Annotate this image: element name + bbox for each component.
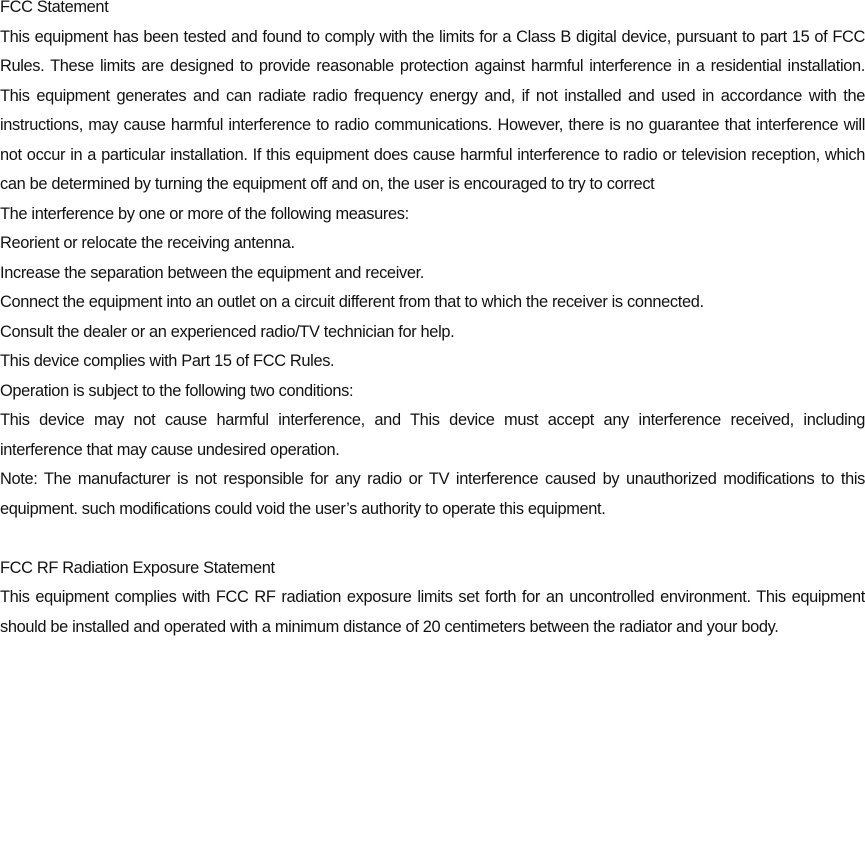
measure-item: Increase the separation between the equipment and receiver.	[0, 263, 425, 282]
fcc-intro-paragraph: This equipment has been tested and found to comply with the limits for a Class B digital device, pursuant to part 15 of FCC Rules. These limits are designed to provide reasonable protection against harmful interference in a residential installation. This equipment generates and can radiate radio frequency energy and, if not installed and used in accordance with the instructions, may cause harmful interference to radio communications. However, there is no guarantee that interference will not occur in a particular installation. If this equipment does cause harmful interference to radio or television reception, which can be determined by turning the equipment off and on, the user is encouraged to try to correct	[0, 27, 865, 193]
rf-exposure-paragraph: This equipment complies with FCC RF radiation exposure limits set forth for an uncontrolled environment. This equipment should be installed and operated with a minimum distance of 20 centimeters between the radiator and your body.	[0, 588, 865, 636]
note-paragraph: Note: The manufacturer is not responsible for any radio or TV interference caused by unauthorized modifications to this equipment. such modifications could void the user’s authority to operate this equipment.	[0, 470, 865, 518]
measure-item: Reorient or relocate the receiving antenna.	[0, 234, 295, 252]
measures-lead: The interference by one or more of the following measures:	[0, 204, 409, 223]
fcc-statement-title: FCC Statement	[0, 0, 109, 16]
compliance-line: This device complies with Part 15 of FCC Rules.	[0, 352, 335, 370]
rf-exposure-title: FCC RF Radiation Exposure Statement	[0, 558, 275, 577]
conditions-lead: Operation is subject to the following two conditions:	[0, 381, 354, 400]
section-spacer	[0, 524, 865, 554]
conditions-paragraph: This device may not cause harmful interference, and This device must accept any interference received, including interference that may cause undesired operation.	[0, 411, 865, 459]
measure-item: Consult the dealer or an experienced radio/TV technician for help.	[0, 322, 455, 341]
rf-exposure-section	[0, 554, 865, 643]
measure-item: Connect the equipment into an outlet on a circuit different from that to which the receiver is connected.	[0, 293, 704, 311]
